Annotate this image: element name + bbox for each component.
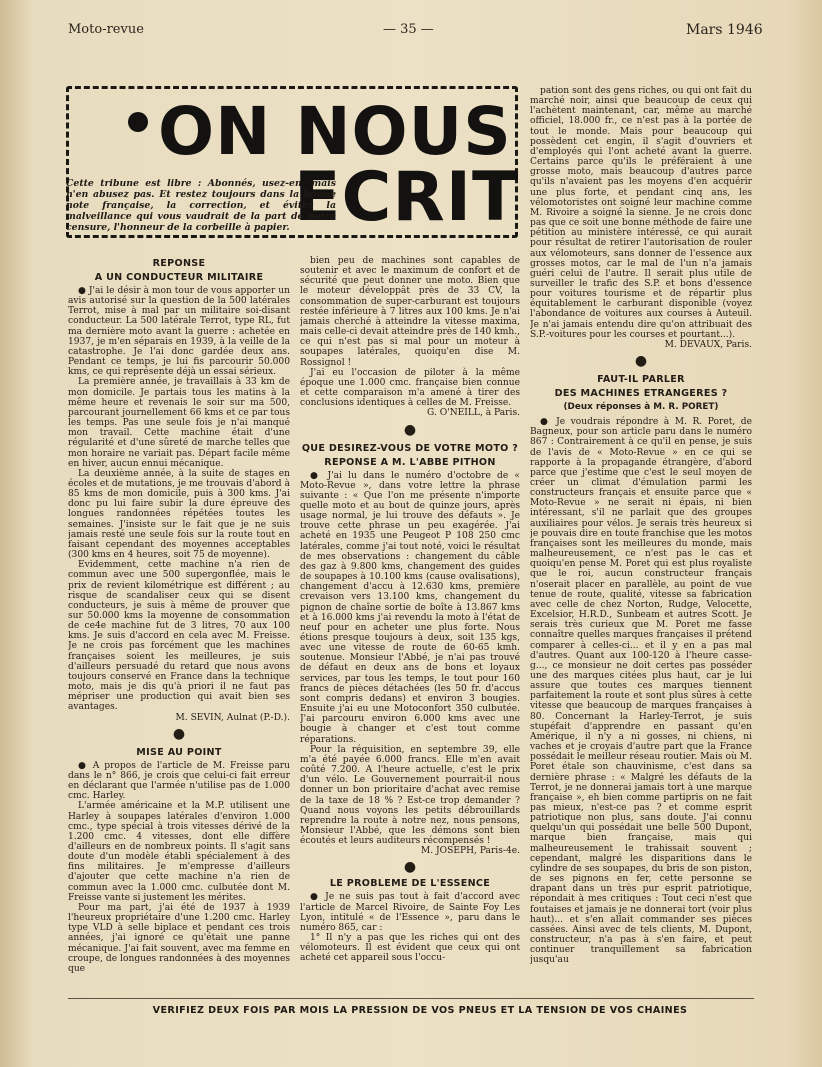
signature-oneill: G. O'NEILL, à Paris. [427, 408, 520, 419]
signature-sevin: M. SEVIN, Aulnat (P.-D.). [175, 712, 290, 723]
subheading-deux-reponses: (Deux réponses à M. R. PORET) [563, 402, 719, 413]
header-page-number: — 35 — [383, 22, 434, 37]
heading-abbe-pithon: REPONSE A M. L'ABBE PITHON [324, 456, 496, 468]
article-essence-body [300, 892, 520, 963]
paragraph: bien peu de machines sont capables de soutenir et avec le maximum de confort et de sécurité que peut donner une moto. Bien que le moteur développât près de 33 CV, la consommation de super-carburant est toujours restée inférieure à 7 litres aux 100 kms. Je n'ai jamais cherché à atteindre la vitesse maxima, mais celle-ci devait atteindre près de 140 kmh., ce qui n'est pas si mal pour un moteur à soupapes latérales, quoiqu'en dise M. Rossignol ! [300, 256, 520, 368]
paragraph: pation sont des gens riches, ou qui ont fait du marché noir, ainsi que beaucoup de ceux qui l'achètent maintenant, car, même au marché officiel, 18.000 fr., ce n'est pas à la portée de tout le monde. Mais pour beaucoup qui possèdent cet engin, il s'agit d'ouvriers et d'employés qui l'ont acheté avant la guerre. Certains parce qu'ils le préféraient à une grosse moto, mais beaucoup d'autres parce qu'ils n'avaient pas les moyens d'en acquérir une plus forte, et pendant cinq ans, les vélomotoristes ont soigné leur machine comme M. Rivoire a soigné la sienne. Je ne crois donc pas que ce soit une bonne méthode de faire une pétition au ministère intéressé, ce qui aurait pour résultat de retirer l'autorisation de rouler aux vélomoteurs, sans donner de l'essence aux grosses motos, car le mal de l'un n'a jamais guéri celui de l'autre. Il serait plus utile de surveiller le trafic des S.P. et bons d'essence pour voitures tourisme et de répartir plus équitablement le carburant disponible (voyez l'abondance de voitures aux courses à Auteuil. Je n'ai jamais entendu dire qu'on attribuait des S.P.-voitures pour les courses et pourtant...). [530, 86, 752, 340]
paragraph: ● Je voudrais répondre à M. R. Poret, de Bagneux, pour son article paru dans le numéro 867 : Contrairement à ce qu'il en pense, je suis de l'avis de « Moto-Revue » en ce qui se rapporte à la propagande étrangère, d'abord parce que j'estime que c'est le seul moyen de créer un climat d'émulation parmi les constructeurs français et ensuite parce que « Moto-Revue » ne serait ni épais, ni bien intéressant, s'il ne parlait que des groupes auxiliaires pour vélos. Je serais très heureux si je pouvais dire en toute franchise que les motos françaises sont les meilleures du monde, mais malheureusement, ce n'est pas le cas et quoiqu'en pense M. Poret qui est plus royaliste que le roi, aucun constructeur français n'oserait placer en parallèle, au point de vue tenue de route, qualité, vitesse sa fabrication avec celle de chez Norton, Rudge, Velocette, Excelsior, H.R.D., Sunbeam et autres Scott. Je serais très curieux que M. Poret me fasse connaître quelles marques françaises il prétend comparer à celles-ci... et il y en a pas mal d'autres. Quant aux 100-120 à l'heure casse-g..., ce monsieur ne doit certes pas posséder une des marques citées plus haut, car je lui assure que toutes ces marques tiennent parfaitement la route et sont plus sûres à cette vitesse que beaucoup de marques françaises à 80. Concernant la Harley-Terrot, je suis stupéfait d'apprendre en passant qu'en Amérique, il n'y a ni gosses, ni chiens, ni vaches et je croyais d'autre part que la France possédait le meilleur réseau routier. Mais où M. Poret étale son chauvinisme, c'est dans sa dernière phrase : « Malgré les défauts de la Terrot, je ne donnerai jamais tort à une marque française », eh bien comme partipris on ne fait pas mieux, n'est-ce pas ? et comme esprit patriotique non plus, sans doute. J'ai connu quelqu'un qui possédait une belle 500 Dupont, marque bien française, mais qui malheureusement le trahissait souvent ; cependant, malgré les disparitions dans le cylindre de ses soupapes, du bris de son piston, de ses pignons en fer, cette personne se drapant dans un très pur esprit patriotique, répondait à mes critiques : Tout ceci n'est que foutaises et jamais je ne donnerai tort (voir plus haut)... et s'en allait commander ses pièces cassées. Ainsi avec de tels clients, M. Dupont, constructeur, n'a pas à s'en faire, et peut continuer tranquillement sa fabrication jusqu'au [530, 417, 752, 966]
header-left: Moto-revue [68, 22, 144, 37]
paragraph: ● J'ai le désir à mon tour de vous apporter un avis autorisé sur la question de la 500 latérales Terrot, mise à mal par un militaire soi-disant conducteur. La 500 latérale Terrot, type RL, fut ma dernière moto avant la guerre : achetée en 1937, je m'en séparais en 1939, à la veille de la catastrophe. Je l'ai donc gardée deux ans. Pendant ce temps, je lui fis parcourir 50.000 kms, ce qui représente déjà un essai sérieux. [68, 286, 290, 378]
paragraph: La deuxième année, à la suite de stages en écoles et de mutations, je me trouvais d'abord à 85 kms de mon domicile, puis à 300 kms. J'ai donc pu lui faire subir la dure épreuve des longues randonnées répétées toutes les semaines. J'insiste sur le fait que je ne suis jamais resté une seule fois sur la route tout en faisant cependant des moyennes acceptables (300 kms en 4 heures, soit 75 de moyenne). [68, 468, 290, 561]
article-essence-continued-body [530, 86, 752, 340]
column-1 [68, 256, 290, 996]
paragraph: La première année, je travaillais à 33 km de mon domicile. Je partais tous les matins à la même heure et revenais le soir sur ma 500, parcourant journellement 66 kms et ce par tous les temps. Pas une seule fois je n'ai manqué mon travail. Cette machine était d'une régularité et d'une sûreté de marche telles que mon horaire ne variait pas. Départ facile même en hiver, aucun ennui mécanique. [68, 377, 290, 469]
separator-dot: ● [403, 859, 417, 876]
heading-conducteur-militaire: A UN CONDUCTEUR MILITAIRE [94, 272, 264, 283]
title-line-1: ON NOUS [158, 93, 512, 170]
heading-reponse: REPONSE [152, 258, 206, 269]
heading-machines-etrangeres: DES MACHINES ETRANGERES ? [554, 388, 728, 400]
column-2 [300, 256, 520, 996]
separator-dot: ● [634, 353, 648, 370]
paragraph: Pour la réquisition, en septembre 39, elle m'a été payée 6.000 francs. Elle m'en avait coûté 7.200. A l'heure actuelle, c'est le prix d'un vélo. Le Gouvernement pourrait-il nous donner un bon prioritaire d'achat avec remise de la taxe de 18 % ? Est-ce trop demander ? Quand nous voyons les petits débrouillards reprendre la route à notre nez, nous pensons, Monsieur l'Abbé, que les démons sont bien écoutés et leurs auditeurs récompensés ! [300, 744, 520, 847]
title-line-2: ECRIT [294, 158, 520, 237]
paragraph: Evidemment, cette machine n'a rien de commun avec une 500 supergonflée, mais le prix de revient kilométrique est différent ; au risque de scandaliser ceux qui se disent conducteurs, je suis à même de prouver que sur 50.000 kms la moyenne de consommation de ce4e machine fut de 3 litres, 70 aux 100 kms. Je suis d'accord en cela avec M. Freisse. Je ne crois pas forcément que les machines françaises soient les meilleures, je suis d'ailleurs persuadé du retard que nous avons toujours conservé en France dans la technique moto, mais je dis qu'à priori il ne faut pas mépriser une production qui avait bien ses avantages. [68, 560, 290, 713]
separator-dot: ● [172, 725, 186, 742]
paragraph: ● A propos de l'article de M. Freisse paru dans le n° 866, je crois que celui-ci fait erreur en déclarant que l'armée n'utilise pas de 1.000 cmc. Harley. [68, 760, 290, 802]
article-mise-au-point-body [68, 761, 290, 974]
article-reponse-body [68, 286, 290, 713]
heading-mise-au-point: MISE AU POINT [136, 746, 222, 758]
footer-rule [68, 998, 754, 999]
paragraph: ● Je ne suis pas tout à fait d'accord avec l'article de Marcel Rivoire, de Sainte Foy Les Lyon, intitulé « de l'Essence », paru dans le numéro 865, car : [300, 892, 520, 933]
paragraph: 1° Il n'y a pas que les riches qui ont des vélomoteurs. Il est évident que ceux qui ont acheté cet appareil sous l'occu- [300, 933, 520, 964]
paragraph: Pour ma part, j'ai été de 1937 à 1939 l'heureux propriétaire d'une 1.200 cmc. Harley type VLD à selle biplace et pendant ces trois années, j'ai ignoré ce qu'était une panne mécanique. J'ai fait souvent, avec ma femme en croupe, de longues randonnées à des moyennes que [68, 902, 290, 974]
paragraph: J'ai eu l'occasion de piloter à la même époque une 1.000 cmc. française bien connue et cette comparaison m'a amené à tirer des conclusions identiques à celles de M. Freisse. [300, 367, 520, 409]
footer-banner: VERIFIEZ DEUX FOIS PAR MOIS LA PRESSION DE VOS PNEUS ET LA TENSION DE VOS CHAINES [152, 1005, 688, 1016]
article-continued-body [300, 256, 520, 408]
intro-text: Cette tribune est libre : Abonnés, usez-en, mais n'en abusez pas. Et restez toujours dans la bonne note française, la correction, et évitez la malveillance qui vous vaudrait de la part de notre censure, l'honneur de la corbeille à papier. [66, 178, 336, 233]
column-3 [530, 86, 752, 996]
signature-joseph: M. JOSEPH, Paris-4e. [420, 846, 520, 857]
title-bullet [128, 112, 148, 132]
paragraph: ● J'ai lu dans le numéro d'octobre de « Moto-Revue », dans votre lettre la phrase suivante : « Que l'on me présente n'importe quelle moto et au bout de quinze jours, après usage normal, je lui trouve des défauts ». Je trouve cette phrase un peu exagérée. J'ai acheté en 1935 une Peugeot P 108 250 cmc latérales, comme j'ai tout noté, voici le résultat de mes observations : changement du câble des gaz à 9.800 kms, changement des guides de soupapes à 10.100 kms (cause ovalisations), changement d'accu à 12.630 kms, première crevaison vers 13.100 kms, changement du pignon de chaîne sortie de boîte à 13.867 kms et à 16.000 kms j'ai revendu la moto à l'état de neuf pour en acheter une plus forte. Nous étions presque toujours à deux, soit 135 kgs, avec une vitesse de route de 60-65 kmh. soutenue. Monsieur l'Abbé, je n'ai pas trouvé de défaut en deux ans de bons et loyaux services, par tous les temps, le tout pour 160 francs de pièces détachées (les 50 fr. d'accus sont compris dedans) et environ 3 bougies. Ensuite j'ai eu une Motoconfort 350 culbutée. J'ai parcouru environ 6.000 kms avec une bougie à changer et c'est tout comme réparations. [300, 470, 520, 745]
heading-que-desirez-vous: QUE DESIREZ-VOUS DE VOTRE MOTO ? [301, 442, 519, 454]
separator-dot: ● [403, 421, 417, 438]
signature-devaux: M. DEVAUX, Paris. [664, 339, 752, 350]
article-etrangeres-body [530, 417, 752, 965]
paragraph: L'armée américaine et la M.P. utilisent une Harley à soupapes latérales d'environ 1.000 cmc., type spécial à trois vitesses dérivé de la 1.200 cmc. 4 vitesses, dont elle diffère d'ailleurs en de nombreux points. Il s'agit sans doute d'un modèle établi spécialement à des fins militaires. Je m'empresse d'ailleurs d'ajouter que cette machine n'a rien de commun avec la 1.000 cmc. culbutée dont M. Freisse vante si justement les mérites. [68, 801, 290, 903]
article-pithon-body [300, 471, 520, 847]
header-date: Mars 1946 [686, 22, 763, 38]
heading-probleme-essence: LE PROBLEME DE L'ESSENCE [329, 878, 491, 890]
heading-faut-il-parler: FAUT-IL PARLER [597, 374, 685, 386]
